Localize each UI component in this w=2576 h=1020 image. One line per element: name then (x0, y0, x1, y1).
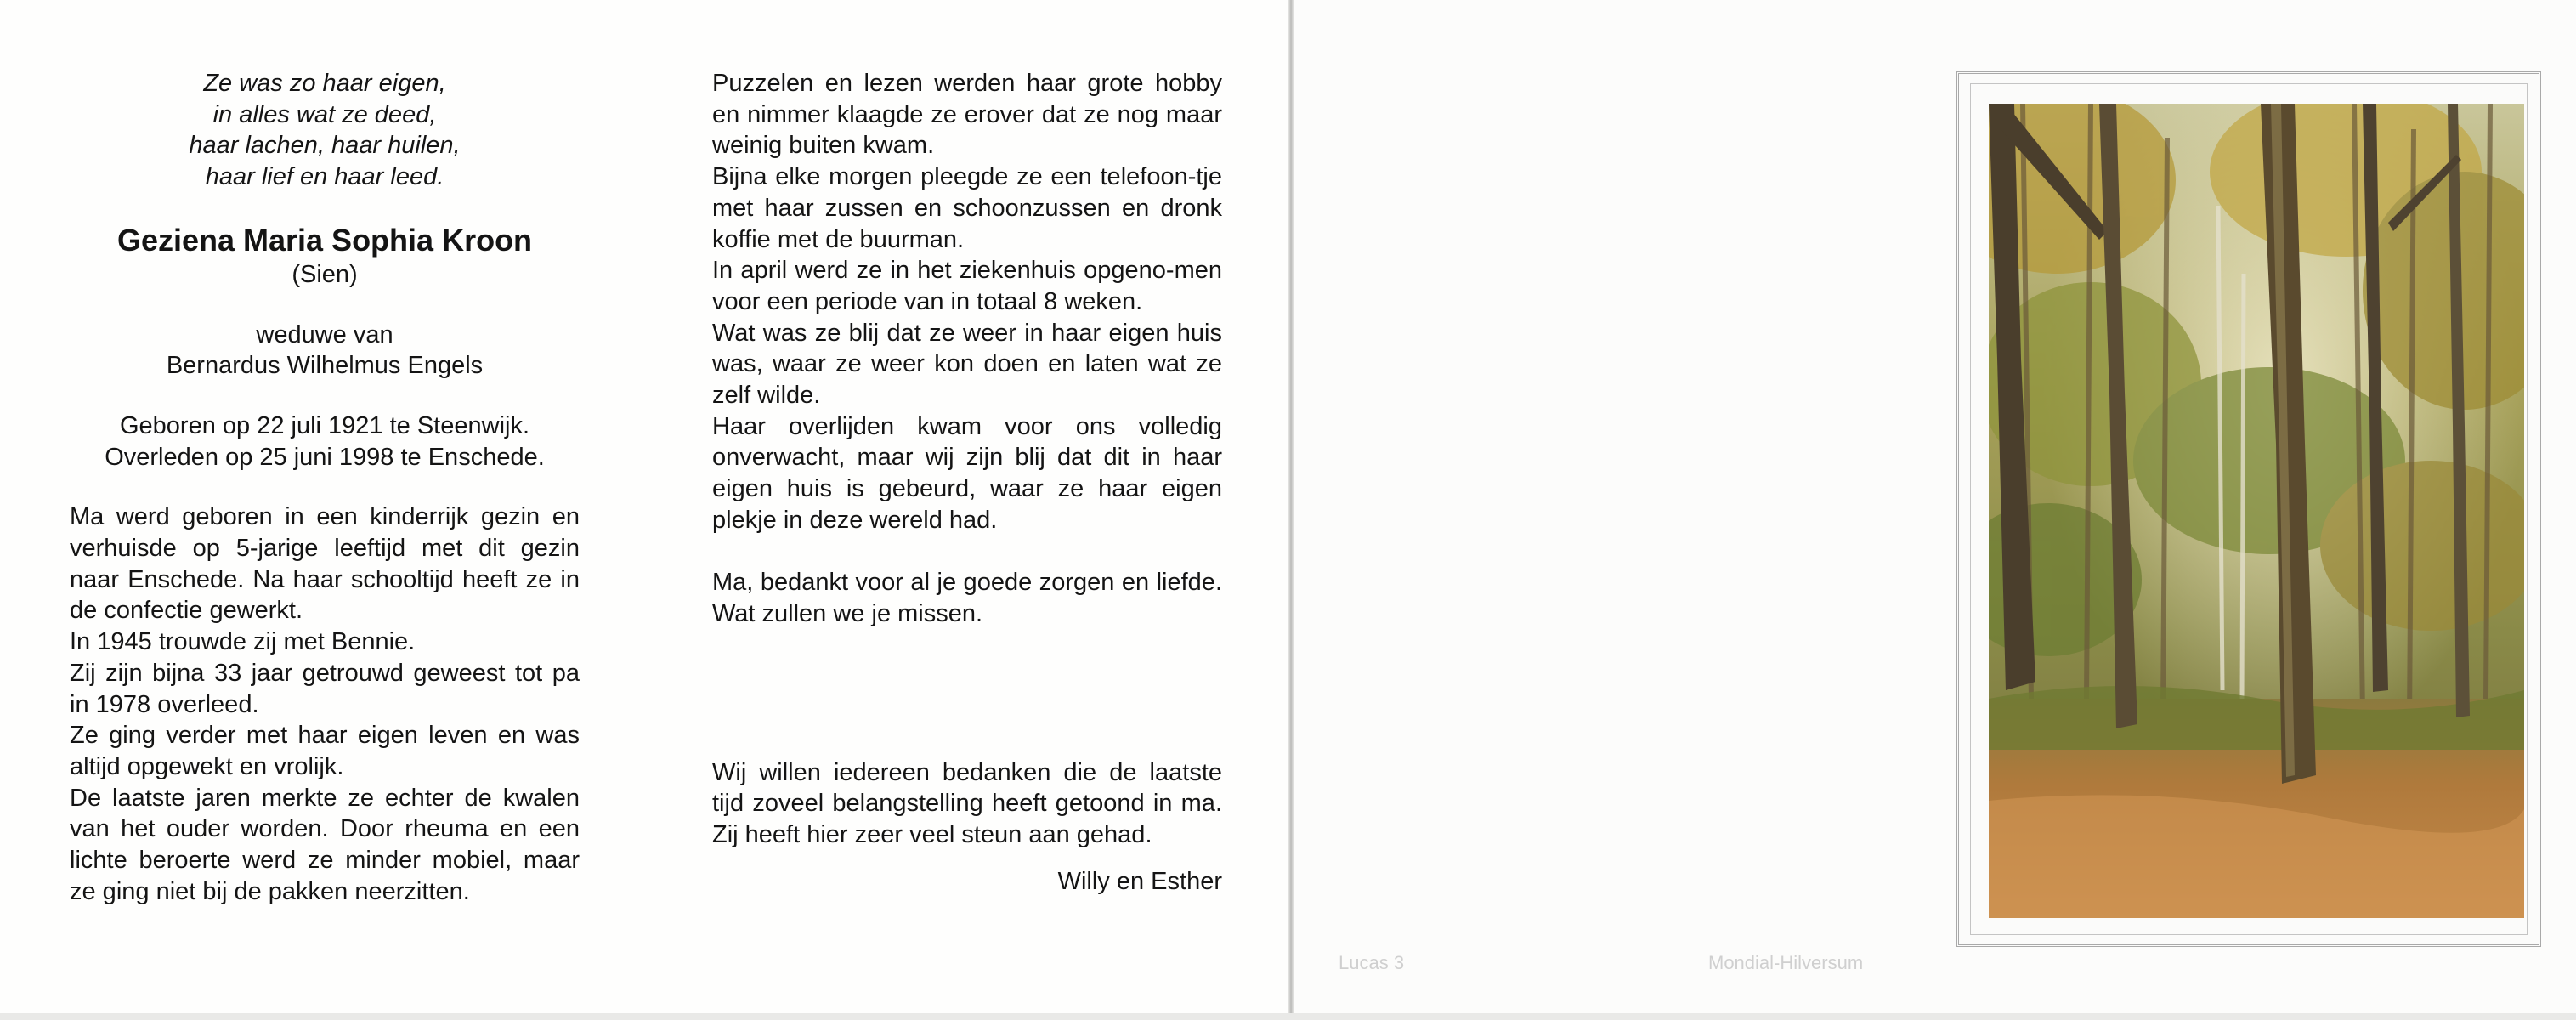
nickname: (Sien) (292, 260, 358, 288)
poem-line: in alles wat ze deed, (212, 100, 437, 128)
bio-paragraph: De laatste jaren merkte ze echter de kwalen van het ouder worden. Door rheuma en een lichte beroerte werd ze minder mobiel, maar ze ging niet bij de pakken neerzitten. (70, 784, 580, 905)
text-column-right (712, 68, 1222, 897)
widow-label: weduwe van (256, 320, 393, 348)
life-dates (70, 411, 580, 473)
poem-line: Ze was zo haar eigen, (203, 70, 446, 97)
story-paragraph: Bijna elke morgen pleegde ze een telefoon-tje met haar zussen en schoonzussen en dronk koffie met de buurman. (712, 163, 1222, 253)
death-date: Overleden op 25 juni 1998 te Enschede. (105, 443, 545, 471)
bio-paragraph: Ma werd geboren in een kinderrijk gezin en verhuisde op 5-jarige leeftijd met dit gezin naar Enschede. Na haar schooltijd heeft ze in de confectie gewerkt. (70, 503, 580, 625)
bio-paragraph: In 1945 trouwde zij met Bennie. (70, 628, 416, 656)
poem-line: haar lachen, haar huilen, (189, 132, 461, 160)
bio-paragraph: Ze ging verder met haar eigen leven en was altijd opgewekt en vrolijk. (70, 722, 580, 780)
thanks-text: Wij willen iedereen bedanken die de laatste tijd zoveel belangstelling heeft getoond in ma. Zij heeft hier zeer veel steun aan gehad. (712, 758, 1222, 849)
autumn-forest-photo-icon (1989, 104, 2524, 918)
deceased-name: Geziena Maria Sophia Kroon (116, 222, 533, 258)
story-paragraph: In april werd ze in het ziekenhuis opgeno-men voor een periode van in totaal 8 weken. (712, 257, 1222, 315)
paragraph-gap (712, 536, 1222, 568)
publisher-credit: Mondial-Hilversum (1708, 952, 1864, 973)
birth-date: Geboren op 22 juli 1921 te Steenwijk. (119, 411, 530, 439)
farewell-text: Ma, bedankt voor al je goede zorgen en liefde. Wat zullen we je missen. (712, 569, 1222, 627)
spouse-name: Bernardus Wilhelmus Engels (166, 352, 484, 380)
card-model-credit: Lucas 3 (1339, 952, 1405, 973)
bio-paragraph: Zij zijn bijna 33 jaar getrouwd geweest tot pa in 1978 overleed. (70, 659, 580, 718)
poem-line: haar lief en haar leed. (205, 163, 444, 191)
poem (70, 68, 580, 193)
biography (70, 502, 580, 907)
text-column-left (70, 68, 580, 907)
story-paragraph: Puzzelen en lezen werden haar grote hobby en nimmer klaagde ze erover dat ze nog maar weinig buiten kwam. (712, 70, 1222, 160)
card-bottom-edge (0, 1013, 2576, 1020)
signature: Willy en Esther (1057, 867, 1222, 895)
story-paragraph: Haar overlijden kwam voor ons volledig onverwacht, maar wij zijn blij dat dit in haar eigen huis is gebeurd, waar ze haar eigen plekje in deze wereld had. (712, 412, 1222, 534)
story-paragraph: Wat was ze blij dat ze weer in haar eigen huis was, waar ze weer kon doen en laten wat ze zelf wilde. (712, 319, 1222, 410)
widow-of (70, 320, 580, 382)
